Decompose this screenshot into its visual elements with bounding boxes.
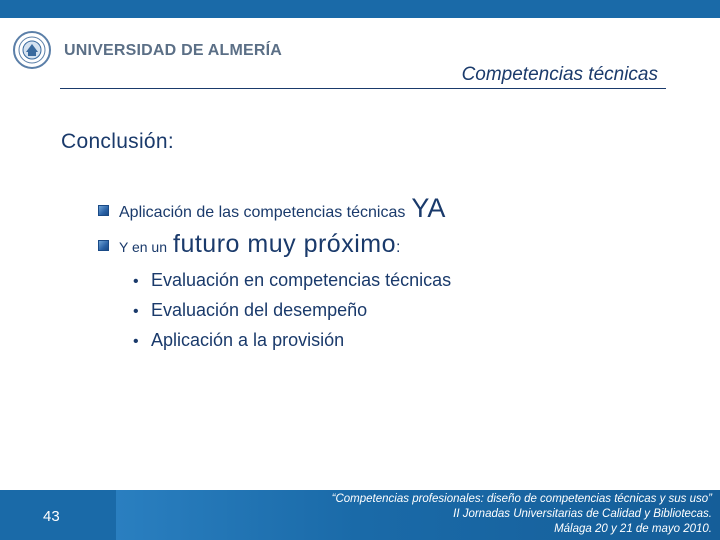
bullet-emphasis: YA (411, 193, 446, 223)
dot-bullet-icon: • (133, 333, 139, 350)
footer-citation (332, 492, 712, 537)
footer-citation-box (116, 490, 720, 540)
footer (0, 490, 720, 540)
sub-list-item (133, 330, 451, 360)
title-divider (60, 88, 666, 89)
footer-line-3: Málaga 20 y 21 de mayo 2010. (554, 523, 712, 535)
top-bar (0, 0, 720, 18)
sub-item-text: Evaluación del desempeño (151, 300, 368, 320)
dot-bullet-icon: • (133, 273, 139, 290)
square-bullet-icon (98, 240, 109, 251)
footer-line-2: II Jornadas Universitarias de Calidad y Bibliotecas. (453, 508, 712, 520)
bullet-suffix: : (395, 239, 401, 256)
section-heading: Conclusión: (61, 130, 175, 153)
footer-line-1: “Competencias profesionales: diseño de competencias técnicas y sus uso” (331, 493, 712, 505)
bullet-item (98, 230, 400, 259)
sub-item-text: Aplicación a la provisión (151, 330, 345, 350)
university-name: UNIVERSIDAD DE ALMERÍA (64, 42, 283, 59)
sub-list-item (133, 300, 451, 330)
bullet-text: Aplicación de las competencias técnicas (119, 204, 406, 221)
bullet-item (98, 193, 445, 224)
bullet-emphasis: futuro muy próximo (173, 230, 396, 258)
dot-bullet-icon: • (133, 303, 139, 320)
sub-bullet-list (133, 270, 451, 360)
page-number: 43 (43, 508, 60, 525)
square-bullet-icon (98, 205, 109, 216)
university-seal-icon (12, 28, 52, 72)
slide-title: Competencias técnicas (461, 64, 658, 85)
sub-list-item (133, 270, 451, 300)
sub-item-text: Evaluación en competencias técnicas (151, 270, 452, 290)
bullet-prefix: Y en un (119, 239, 168, 255)
footer-page-box (0, 490, 116, 540)
